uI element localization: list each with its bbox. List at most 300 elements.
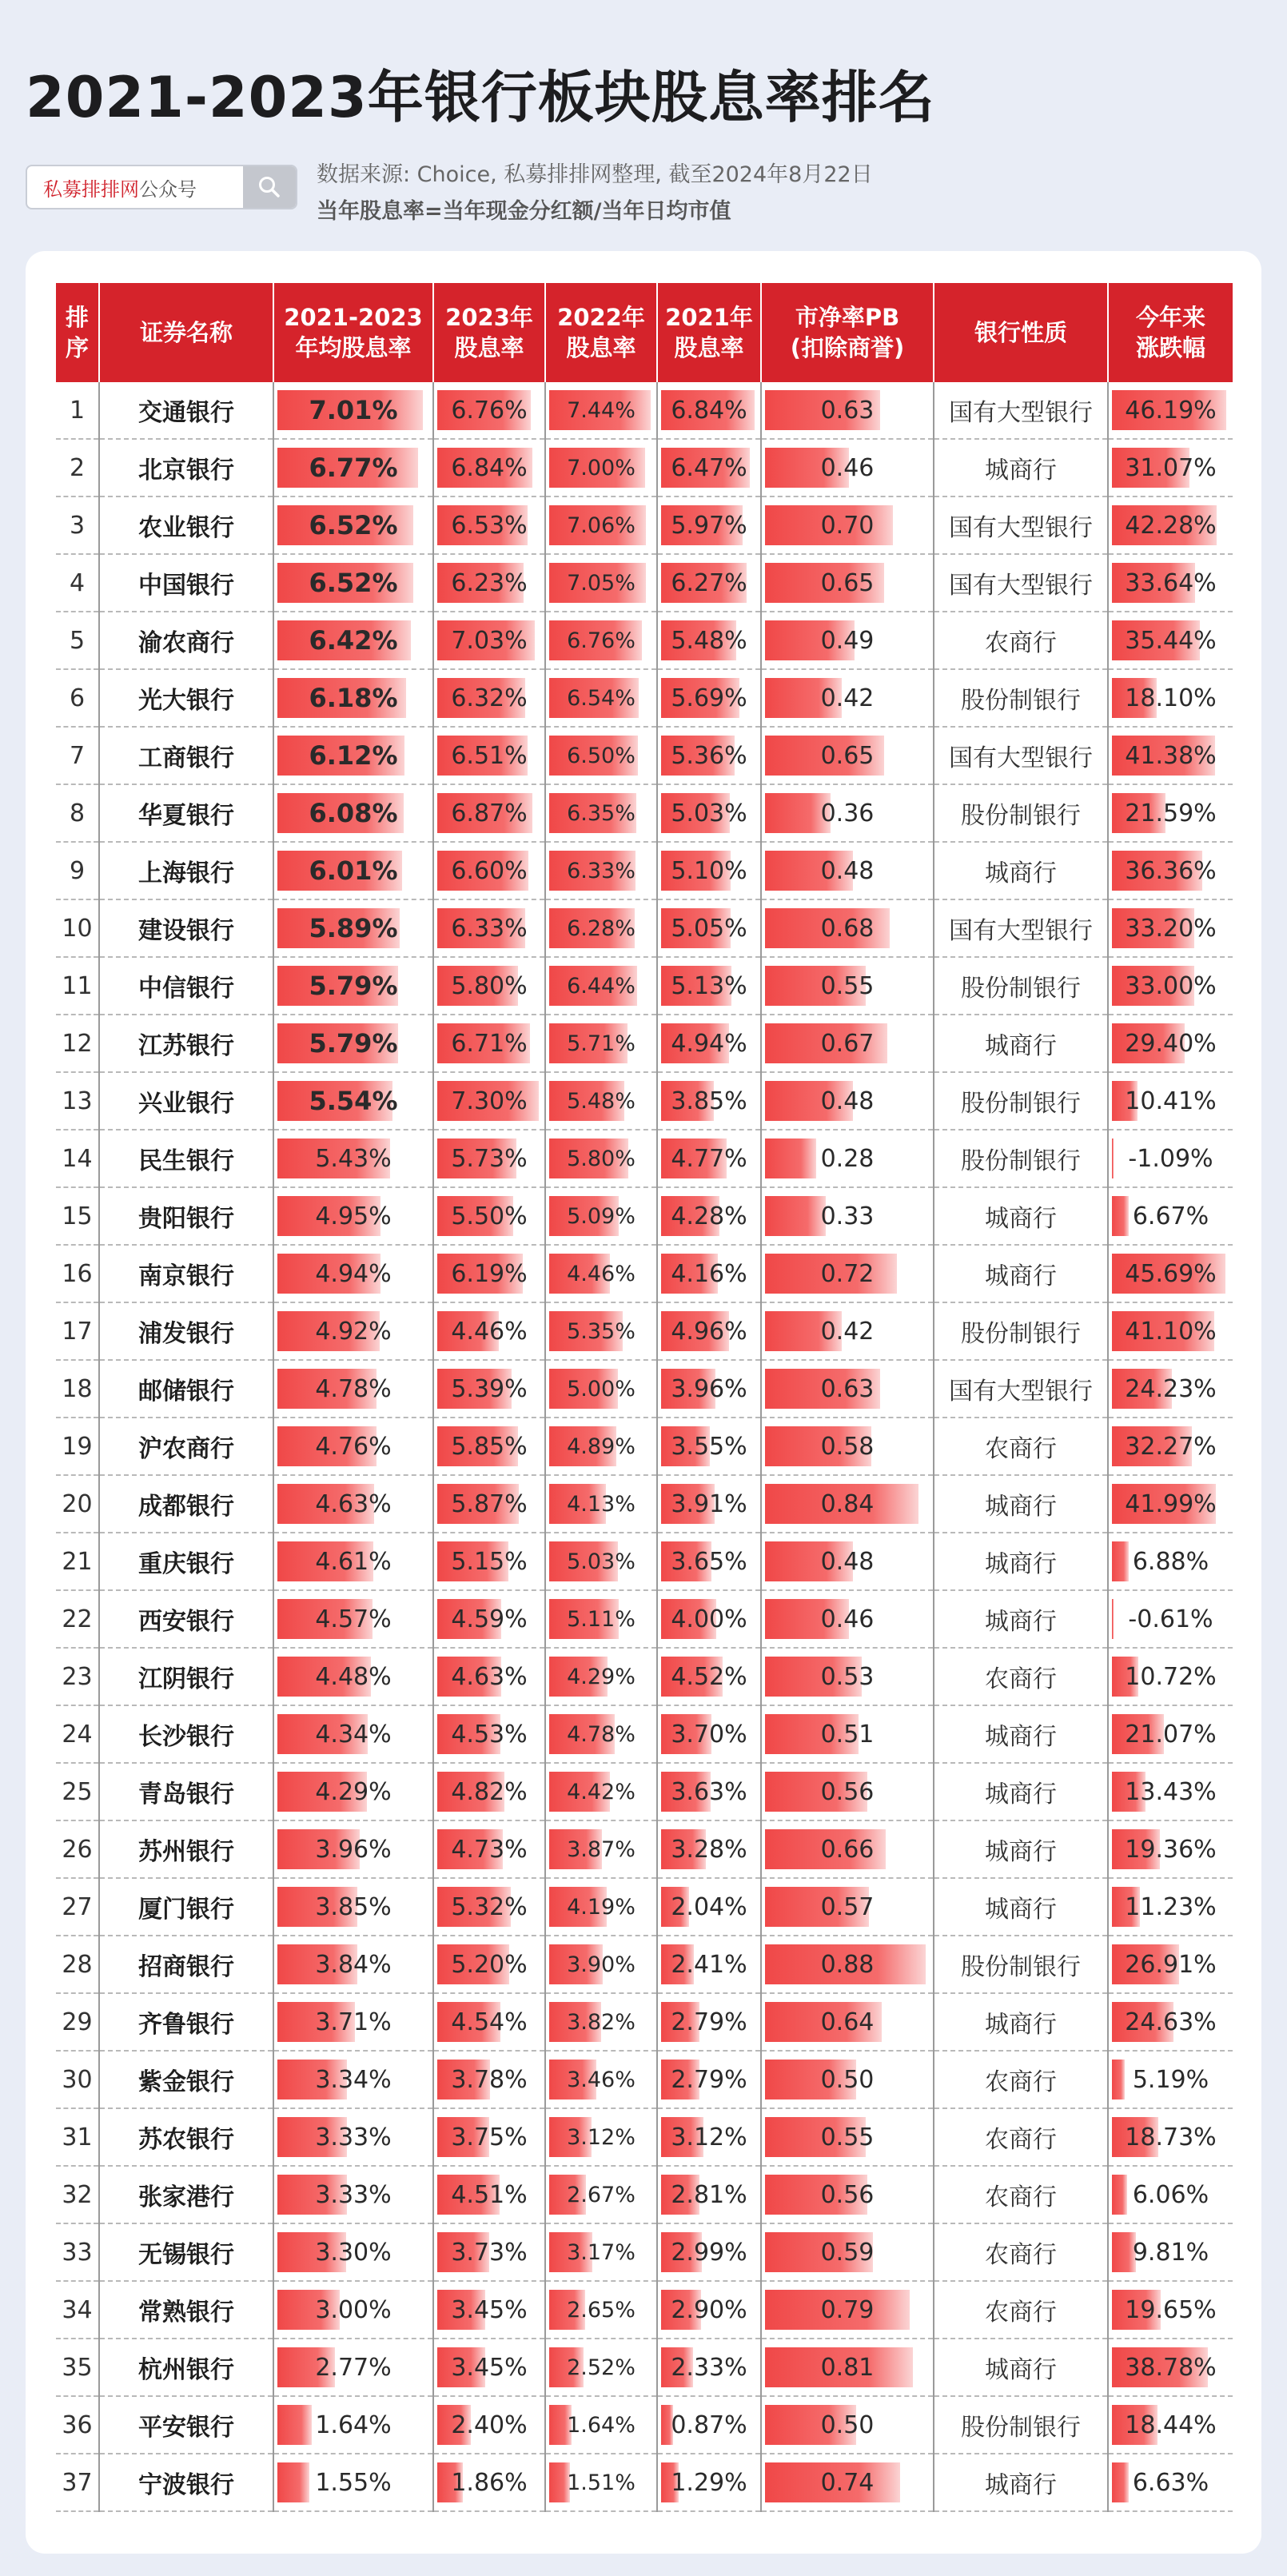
ytd-change-value: 10.41% bbox=[1125, 1087, 1217, 1115]
cell-bank-type: 城商行 bbox=[934, 1993, 1108, 2051]
yield-2022-value: 7.00% bbox=[567, 455, 636, 481]
cell-rank: 13 bbox=[56, 1072, 99, 1130]
cell-yield-2023 bbox=[433, 2108, 545, 2166]
cell-yield-2022 bbox=[545, 957, 657, 1015]
cell-pb bbox=[761, 1590, 934, 1648]
cell-yield-2021 bbox=[657, 2281, 761, 2339]
avg-yield-value: 3.85% bbox=[315, 1892, 392, 1921]
table-row bbox=[56, 1302, 1233, 1360]
cell-rank: 21 bbox=[56, 1533, 99, 1590]
cell-pb bbox=[761, 1418, 934, 1475]
yield-2023-value: 5.87% bbox=[451, 1489, 528, 1518]
cell-pb bbox=[761, 2454, 934, 2511]
cell-rank: 8 bbox=[56, 784, 99, 842]
cell-yield-2022 bbox=[545, 2396, 657, 2454]
cell-yield-2021 bbox=[657, 2396, 761, 2454]
yield-2021-value: 4.28% bbox=[671, 1202, 747, 1230]
cell-rank: 18 bbox=[56, 1360, 99, 1418]
cell-bank-type: 农商行 bbox=[934, 2051, 1108, 2108]
yield-2023-value: 6.53% bbox=[451, 511, 528, 540]
yield-2023-value: 4.63% bbox=[451, 1662, 528, 1691]
cell-yield-2022 bbox=[545, 842, 657, 899]
cell-ytd-change bbox=[1108, 496, 1233, 554]
ytd-change-value: 21.07% bbox=[1125, 1720, 1217, 1749]
avg-yield-value: 6.52% bbox=[309, 568, 398, 598]
avg-yield-value: 1.55% bbox=[315, 2468, 392, 2497]
cell-avg-yield bbox=[273, 899, 433, 957]
cell-yield-2023 bbox=[433, 1072, 545, 1130]
cell-name: 宁波银行 bbox=[99, 2454, 273, 2511]
yield-2023-value: 6.71% bbox=[451, 1029, 528, 1058]
cell-name: 沪农商行 bbox=[99, 1418, 273, 1475]
cell-rank: 26 bbox=[56, 1820, 99, 1878]
table-row bbox=[56, 2454, 1233, 2511]
cell-pb bbox=[761, 1475, 934, 1533]
cell-yield-2022 bbox=[545, 1130, 657, 1187]
cell-bank-type: 农商行 bbox=[934, 612, 1108, 669]
yield-2022-value: 1.51% bbox=[567, 2470, 636, 2495]
cell-bank-type: 农商行 bbox=[934, 2166, 1108, 2223]
ytd-change-value: 33.64% bbox=[1125, 568, 1217, 597]
cell-bank-type: 城商行 bbox=[934, 1705, 1108, 1763]
cell-bank-type: 股份制银行 bbox=[934, 1072, 1108, 1130]
cell-name: 苏州银行 bbox=[99, 1820, 273, 1878]
pb-value: 0.88 bbox=[820, 1950, 875, 1979]
table-row bbox=[56, 2396, 1233, 2454]
yield-2021-value: 3.70% bbox=[671, 1720, 747, 1749]
cell-name: 杭州银行 bbox=[99, 2339, 273, 2396]
yield-2021-value: 3.96% bbox=[671, 1374, 747, 1403]
avg-yield-value: 6.77% bbox=[309, 453, 398, 483]
avg-yield-value: 4.34% bbox=[315, 1720, 392, 1749]
cell-bank-type: 城商行 bbox=[934, 2454, 1108, 2511]
cell-avg-yield bbox=[273, 1533, 433, 1590]
cell-name: 无锡银行 bbox=[99, 2223, 273, 2281]
cell-name: 华夏银行 bbox=[99, 784, 273, 842]
yield-2023-value: 6.32% bbox=[451, 684, 528, 712]
yield-2023-value: 6.87% bbox=[451, 799, 528, 827]
cell-avg-yield bbox=[273, 1993, 433, 2051]
cell-avg-yield bbox=[273, 612, 433, 669]
yield-2021-value: 2.04% bbox=[671, 1892, 747, 1921]
cell-avg-yield bbox=[273, 2396, 433, 2454]
source-line: 数据来源: Choice, 私募排排网整理, 截至2024年8月22日 bbox=[317, 162, 873, 187]
cell-pb bbox=[761, 1130, 934, 1187]
table-row bbox=[56, 1187, 1233, 1245]
cell-pb bbox=[761, 1533, 934, 1590]
cell-rank: 22 bbox=[56, 1590, 99, 1648]
cell-yield-2021 bbox=[657, 1418, 761, 1475]
cell-bank-type: 城商行 bbox=[934, 1187, 1108, 1245]
cell-rank: 28 bbox=[56, 1936, 99, 1993]
cell-avg-yield bbox=[273, 727, 433, 784]
ytd-change-value: 6.88% bbox=[1132, 1547, 1209, 1576]
cell-name: 江阴银行 bbox=[99, 1648, 273, 1705]
cell-ytd-change bbox=[1108, 1475, 1233, 1533]
search-button[interactable] bbox=[243, 166, 296, 208]
yield-2022-value: 3.12% bbox=[567, 2124, 636, 2150]
cell-ytd-change bbox=[1108, 1763, 1233, 1820]
yield-2022-value: 3.90% bbox=[567, 1952, 636, 1977]
avg-yield-value: 3.96% bbox=[315, 1835, 392, 1864]
table-row bbox=[56, 2166, 1233, 2223]
table-row bbox=[56, 1533, 1233, 1590]
cell-bank-type: 股份制银行 bbox=[934, 669, 1108, 727]
yield-2022-value: 6.33% bbox=[567, 858, 636, 883]
cell-name: 南京银行 bbox=[99, 1245, 273, 1302]
search-suffix: 公众号 bbox=[139, 177, 197, 201]
cell-yield-2021 bbox=[657, 1993, 761, 2051]
cell-name: 招商银行 bbox=[99, 1936, 273, 1993]
cell-bank-type: 股份制银行 bbox=[934, 957, 1108, 1015]
cell-yield-2023 bbox=[433, 1360, 545, 1418]
cell-avg-yield bbox=[273, 1878, 433, 1936]
cell-avg-yield bbox=[273, 1130, 433, 1187]
cell-ytd-change bbox=[1108, 2339, 1233, 2396]
cell-name: 交通银行 bbox=[99, 382, 273, 439]
cell-yield-2022 bbox=[545, 2051, 657, 2108]
yield-2023-value: 3.45% bbox=[451, 2295, 528, 2324]
header-ytd-change: 今年来 涨跌幅 bbox=[1108, 283, 1233, 382]
yield-2022-value: 4.42% bbox=[567, 1779, 636, 1804]
yield-2023-value: 6.33% bbox=[451, 914, 528, 943]
cell-yield-2021 bbox=[657, 957, 761, 1015]
cell-pb bbox=[761, 1936, 934, 1993]
cell-yield-2023 bbox=[433, 899, 545, 957]
cell-pb bbox=[761, 1302, 934, 1360]
yield-2021-value: 3.91% bbox=[671, 1489, 747, 1518]
yield-2023-value: 6.76% bbox=[451, 396, 528, 425]
cell-name: 江苏银行 bbox=[99, 1015, 273, 1072]
cell-yield-2023 bbox=[433, 2223, 545, 2281]
cell-yield-2021 bbox=[657, 1820, 761, 1878]
cell-yield-2023 bbox=[433, 1302, 545, 1360]
yield-2022-value: 5.35% bbox=[567, 1318, 636, 1344]
cell-avg-yield bbox=[273, 1936, 433, 1993]
yield-2022-value: 2.65% bbox=[567, 2297, 636, 2323]
cell-pb bbox=[761, 1015, 934, 1072]
ytd-change-value: 32.27% bbox=[1125, 1432, 1217, 1461]
pb-value: 0.84 bbox=[820, 1489, 875, 1518]
cell-pb bbox=[761, 554, 934, 612]
cell-yield-2022 bbox=[545, 496, 657, 554]
cell-avg-yield bbox=[273, 669, 433, 727]
cell-ytd-change bbox=[1108, 1533, 1233, 1590]
pb-value: 0.50 bbox=[820, 2411, 875, 2439]
avg-yield-value: 3.34% bbox=[315, 2065, 392, 2094]
pb-value: 0.46 bbox=[820, 453, 875, 482]
cell-bank-type: 股份制银行 bbox=[934, 1936, 1108, 1993]
cell-name: 光大银行 bbox=[99, 669, 273, 727]
cell-ytd-change bbox=[1108, 2051, 1233, 2108]
pb-value: 0.28 bbox=[820, 1144, 875, 1173]
yield-2023-value: 4.59% bbox=[451, 1605, 528, 1633]
cell-yield-2022 bbox=[545, 1705, 657, 1763]
cell-yield-2023 bbox=[433, 1533, 545, 1590]
table-row bbox=[56, 1878, 1233, 1936]
cell-bank-type: 股份制银行 bbox=[934, 2396, 1108, 2454]
cell-ytd-change bbox=[1108, 382, 1233, 439]
cell-yield-2021 bbox=[657, 2051, 761, 2108]
cell-ytd-change bbox=[1108, 1130, 1233, 1187]
cell-rank: 1 bbox=[56, 382, 99, 439]
cell-yield-2022 bbox=[545, 1475, 657, 1533]
yield-2022-value: 2.52% bbox=[567, 2355, 636, 2380]
yield-2022-value: 4.29% bbox=[567, 1664, 636, 1689]
search-box[interactable] bbox=[26, 165, 297, 209]
cell-yield-2022 bbox=[545, 899, 657, 957]
cell-ytd-change bbox=[1108, 1820, 1233, 1878]
pb-value: 0.50 bbox=[820, 2065, 875, 2094]
cell-name: 长沙银行 bbox=[99, 1705, 273, 1763]
cell-bank-type: 城商行 bbox=[934, 842, 1108, 899]
table-row bbox=[56, 957, 1233, 1015]
table-row bbox=[56, 1072, 1233, 1130]
cell-yield-2023 bbox=[433, 2166, 545, 2223]
cell-yield-2021 bbox=[657, 669, 761, 727]
cell-ytd-change bbox=[1108, 1936, 1233, 1993]
cell-rank: 27 bbox=[56, 1878, 99, 1936]
cell-pb bbox=[761, 842, 934, 899]
avg-yield-value: 3.00% bbox=[315, 2295, 392, 2324]
cell-ytd-change bbox=[1108, 2396, 1233, 2454]
avg-yield-value: 5.54% bbox=[309, 1086, 398, 1116]
cell-yield-2021 bbox=[657, 496, 761, 554]
pb-value: 0.51 bbox=[820, 1720, 875, 1749]
pb-value: 0.59 bbox=[820, 2238, 875, 2267]
cell-avg-yield bbox=[273, 1475, 433, 1533]
pb-value: 0.42 bbox=[820, 684, 875, 712]
cell-name: 紫金银行 bbox=[99, 2051, 273, 2108]
cell-bank-type: 股份制银行 bbox=[934, 1302, 1108, 1360]
cell-avg-yield bbox=[273, 2454, 433, 2511]
cell-name: 厦门银行 bbox=[99, 1878, 273, 1936]
cell-yield-2023 bbox=[433, 727, 545, 784]
cell-rank: 29 bbox=[56, 1993, 99, 2051]
cell-avg-yield bbox=[273, 2166, 433, 2223]
yield-2021-value: 3.12% bbox=[671, 2123, 747, 2151]
cell-yield-2021 bbox=[657, 382, 761, 439]
yield-2021-value: 1.29% bbox=[671, 2468, 747, 2497]
yield-2022-value: 5.48% bbox=[567, 1088, 636, 1114]
table-row bbox=[56, 1820, 1233, 1878]
cell-bank-type: 农商行 bbox=[934, 1418, 1108, 1475]
yield-2023-value: 5.80% bbox=[451, 971, 528, 1000]
ytd-change-value: 6.06% bbox=[1132, 2180, 1209, 2209]
avg-yield-value: 7.01% bbox=[309, 395, 398, 425]
cell-avg-yield bbox=[273, 2108, 433, 2166]
cell-rank: 16 bbox=[56, 1245, 99, 1302]
pb-value: 0.57 bbox=[820, 1892, 875, 1921]
pb-value: 0.63 bbox=[820, 396, 875, 425]
pb-value: 0.36 bbox=[820, 799, 875, 827]
table-header-row bbox=[56, 283, 1233, 382]
cell-yield-2023 bbox=[433, 1820, 545, 1878]
cell-bank-type: 农商行 bbox=[934, 2223, 1108, 2281]
avg-yield-value: 3.33% bbox=[315, 2180, 392, 2209]
yield-2021-value: 2.79% bbox=[671, 2065, 747, 2094]
cell-yield-2022 bbox=[545, 1072, 657, 1130]
ytd-change-value: 6.67% bbox=[1132, 1202, 1209, 1230]
cell-rank: 14 bbox=[56, 1130, 99, 1187]
yield-2022-value: 4.89% bbox=[567, 1434, 636, 1459]
cell-yield-2021 bbox=[657, 1360, 761, 1418]
cell-yield-2023 bbox=[433, 1475, 545, 1533]
cell-rank: 10 bbox=[56, 899, 99, 957]
yield-2022-value: 7.05% bbox=[567, 570, 636, 596]
yield-2021-value: 5.69% bbox=[671, 684, 747, 712]
table-row bbox=[56, 2051, 1233, 2108]
cell-ytd-change bbox=[1108, 1072, 1233, 1130]
yield-2023-value: 4.54% bbox=[451, 2008, 528, 2036]
yield-2021-value: 3.65% bbox=[671, 1547, 747, 1576]
cell-yield-2021 bbox=[657, 1130, 761, 1187]
yield-2023-value: 3.45% bbox=[451, 2353, 528, 2382]
cell-bank-type: 城商行 bbox=[934, 1590, 1108, 1648]
yield-2021-value: 4.77% bbox=[671, 1144, 747, 1173]
cell-pb bbox=[761, 957, 934, 1015]
yield-2023-value: 4.46% bbox=[451, 1317, 528, 1346]
cell-yield-2021 bbox=[657, 2108, 761, 2166]
cell-avg-yield bbox=[273, 1820, 433, 1878]
cell-avg-yield bbox=[273, 2223, 433, 2281]
table-row bbox=[56, 1590, 1233, 1648]
ytd-change-value: 5.19% bbox=[1132, 2065, 1209, 2094]
yield-2022-value: 5.03% bbox=[567, 1549, 636, 1574]
cell-yield-2021 bbox=[657, 842, 761, 899]
yield-2023-value: 6.23% bbox=[451, 568, 528, 597]
page-title: 2021-2023年银行板块股息率排名 bbox=[26, 65, 935, 130]
ytd-change-value: 42.28% bbox=[1125, 511, 1217, 540]
cell-yield-2021 bbox=[657, 1648, 761, 1705]
avg-yield-value: 4.92% bbox=[315, 1317, 392, 1346]
cell-name: 建设银行 bbox=[99, 899, 273, 957]
header-avg-yield: 2021-2023 年均股息率 bbox=[273, 283, 433, 382]
cell-pb bbox=[761, 727, 934, 784]
avg-yield-value: 3.84% bbox=[315, 1950, 392, 1979]
cell-yield-2023 bbox=[433, 1187, 545, 1245]
yield-2023-value: 5.50% bbox=[451, 1202, 528, 1230]
cell-avg-yield bbox=[273, 1418, 433, 1475]
cell-yield-2023 bbox=[433, 784, 545, 842]
cell-ytd-change bbox=[1108, 1878, 1233, 1936]
yield-2021-value: 3.55% bbox=[671, 1432, 747, 1461]
table-row bbox=[56, 1015, 1233, 1072]
cell-name: 邮储银行 bbox=[99, 1360, 273, 1418]
yield-2021-value: 2.41% bbox=[671, 1950, 747, 1979]
cell-yield-2021 bbox=[657, 1763, 761, 1820]
table-row bbox=[56, 1993, 1233, 2051]
cell-avg-yield bbox=[273, 1763, 433, 1820]
cell-ytd-change bbox=[1108, 1245, 1233, 1302]
table-row bbox=[56, 899, 1233, 957]
cell-avg-yield bbox=[273, 2281, 433, 2339]
yield-2021-value: 5.05% bbox=[671, 914, 747, 943]
yield-2023-value: 3.78% bbox=[451, 2065, 528, 2094]
ytd-change-value: 26.91% bbox=[1125, 1950, 1217, 1979]
cell-ytd-change bbox=[1108, 439, 1233, 496]
yield-2022-value: 3.87% bbox=[567, 1836, 636, 1862]
ytd-change-value: 29.40% bbox=[1125, 1029, 1217, 1058]
yield-2021-value: 4.16% bbox=[671, 1259, 747, 1288]
cell-pb bbox=[761, 1705, 934, 1763]
yield-2022-value: 5.71% bbox=[567, 1031, 636, 1056]
cell-rank: 7 bbox=[56, 727, 99, 784]
table-row bbox=[56, 1936, 1233, 1993]
yield-2021-value: 4.52% bbox=[671, 1662, 747, 1691]
cell-ytd-change bbox=[1108, 612, 1233, 669]
header-pb: 市净率PB (扣除商誉) bbox=[761, 283, 934, 382]
yield-2021-value: 2.90% bbox=[671, 2295, 747, 2324]
yield-2021-value: 4.94% bbox=[671, 1029, 747, 1058]
cell-avg-yield bbox=[273, 1072, 433, 1130]
formula-line: 当年股息率=当年现金分红额/当年日均市值 bbox=[317, 199, 731, 224]
cell-name: 成都银行 bbox=[99, 1475, 273, 1533]
cell-name: 工商银行 bbox=[99, 727, 273, 784]
pb-value: 0.66 bbox=[820, 1835, 875, 1864]
cell-bank-type: 城商行 bbox=[934, 439, 1108, 496]
cell-yield-2022 bbox=[545, 1533, 657, 1590]
cell-yield-2023 bbox=[433, 2339, 545, 2396]
cell-bank-type: 城商行 bbox=[934, 1820, 1108, 1878]
yield-2021-value: 5.10% bbox=[671, 856, 747, 885]
cell-yield-2022 bbox=[545, 784, 657, 842]
cell-name: 青岛银行 bbox=[99, 1763, 273, 1820]
cell-avg-yield bbox=[273, 1705, 433, 1763]
cell-yield-2023 bbox=[433, 1130, 545, 1187]
cell-bank-type: 城商行 bbox=[934, 1475, 1108, 1533]
cell-name: 齐鲁银行 bbox=[99, 1993, 273, 2051]
cell-avg-yield bbox=[273, 1302, 433, 1360]
cell-bank-type: 国有大型银行 bbox=[934, 382, 1108, 439]
cell-yield-2022 bbox=[545, 2223, 657, 2281]
cell-ytd-change bbox=[1108, 1418, 1233, 1475]
search-text bbox=[27, 173, 243, 201]
pb-value: 0.56 bbox=[820, 2180, 875, 2209]
cell-ytd-change bbox=[1108, 2454, 1233, 2511]
search-highlight: 私募排排网 bbox=[43, 177, 139, 201]
yield-2023-value: 3.75% bbox=[451, 2123, 528, 2151]
yield-2022-value: 6.28% bbox=[567, 915, 636, 941]
cell-bank-type: 城商行 bbox=[934, 1015, 1108, 1072]
avg-yield-value: 4.57% bbox=[315, 1605, 392, 1633]
yield-2023-value: 4.51% bbox=[451, 2180, 528, 2209]
cell-yield-2022 bbox=[545, 2454, 657, 2511]
cell-bank-type: 国有大型银行 bbox=[934, 554, 1108, 612]
cell-yield-2023 bbox=[433, 612, 545, 669]
table-row bbox=[56, 439, 1233, 496]
cell-yield-2023 bbox=[433, 1648, 545, 1705]
yield-2021-value: 2.79% bbox=[671, 2008, 747, 2036]
cell-pb bbox=[761, 1360, 934, 1418]
cell-yield-2021 bbox=[657, 1302, 761, 1360]
avg-yield-value: 3.33% bbox=[315, 2123, 392, 2151]
cell-yield-2023 bbox=[433, 1245, 545, 1302]
cell-avg-yield bbox=[273, 554, 433, 612]
cell-ytd-change bbox=[1108, 2223, 1233, 2281]
cell-bank-type: 股份制银行 bbox=[934, 784, 1108, 842]
avg-yield-value: 5.89% bbox=[309, 913, 398, 943]
pb-value: 0.58 bbox=[820, 1432, 875, 1461]
pb-value: 0.79 bbox=[820, 2295, 875, 2324]
ytd-change-value: 6.63% bbox=[1132, 2468, 1209, 2497]
yield-2023-value: 7.03% bbox=[451, 626, 528, 655]
cell-yield-2023 bbox=[433, 1878, 545, 1936]
cell-avg-yield bbox=[273, 1187, 433, 1245]
cell-name: 中国银行 bbox=[99, 554, 273, 612]
cell-name: 贵阳银行 bbox=[99, 1187, 273, 1245]
ranking-table bbox=[56, 283, 1233, 2512]
